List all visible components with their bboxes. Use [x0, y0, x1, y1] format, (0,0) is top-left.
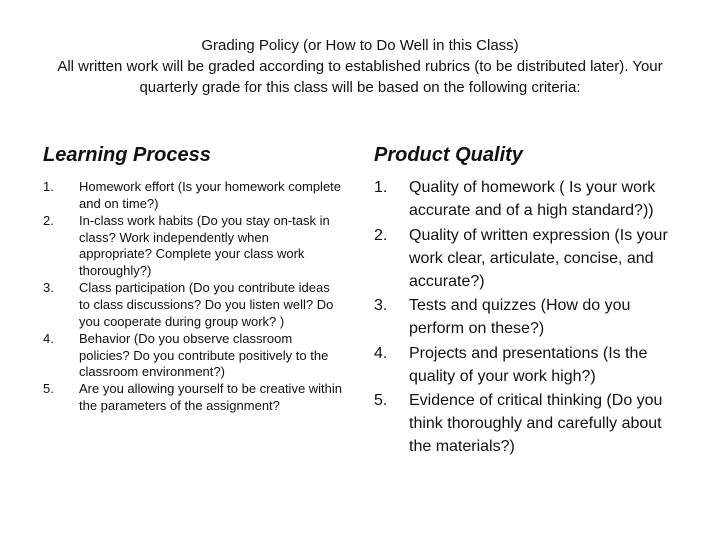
product-quality-column: [374, 143, 674, 460]
list-number: 4.: [374, 344, 388, 362]
list-number: 2.: [374, 226, 388, 244]
learning-process-list: [43, 179, 343, 415]
list-text: Behavior (Do you observe classroom policies? Do you contribute positively to the classroom environment?): [79, 330, 329, 380]
page-title: Grading Policy (or How to Do Well in this Class): [201, 37, 519, 54]
list-item: [43, 213, 343, 280]
list-item: [374, 224, 674, 293]
product-quality-heading: Product Quality: [374, 144, 523, 166]
list-item: [374, 389, 674, 458]
list-text: Projects and presentations (Is the quality of your work high?): [409, 344, 648, 385]
list-text: Quality of homework ( Is your work accurate and of a high standard?)): [409, 179, 656, 219]
list-item: [43, 179, 343, 212]
list-text: Tests and quizzes (How do you perform on these?): [409, 297, 631, 337]
list-text: Are you allowing yourself to be creative within the parameters of the assignment?: [79, 381, 343, 414]
list-text: In-class work habits (Do you stay on-task in class? Work independently when appropriate? Complete your class work thoroughly?): [79, 212, 330, 279]
list-text: Class participation (Do you contribute ideas to class discussions? Do you listen well? Do you cooperate during group work? ): [79, 280, 334, 329]
learning-process-heading: Learning Process: [43, 144, 211, 166]
list-item: [374, 342, 674, 388]
list-item: [43, 381, 343, 414]
product-quality-list: [374, 176, 674, 458]
list-number: 4.: [43, 330, 54, 346]
list-item: [374, 294, 674, 340]
learning-process-column: [43, 143, 343, 415]
list-number: 5.: [43, 381, 54, 397]
list-number: 2.: [43, 212, 54, 228]
list-number: 5.: [374, 392, 388, 409]
list-item: [374, 176, 674, 222]
intro-paragraph: All written work will be graded according to established rubrics (to be distributed later). Your quarterly grade for this class will be based on the following criteria:: [57, 58, 663, 96]
list-number: 1.: [374, 179, 388, 196]
list-number: 1.: [43, 179, 54, 194]
list-number: 3.: [374, 297, 388, 314]
list-text: Homework effort (Is your homework complete and on time?): [79, 179, 342, 211]
list-item: [43, 331, 343, 381]
list-text: Evidence of critical thinking (Do you think thoroughly and carefully about the materials?): [409, 392, 663, 455]
document-header: [40, 36, 680, 98]
list-text: Quality of written expression (Is your work clear, articulate, concise, and accurate?): [409, 226, 668, 290]
list-item: [43, 280, 343, 330]
list-number: 3.: [43, 280, 54, 296]
